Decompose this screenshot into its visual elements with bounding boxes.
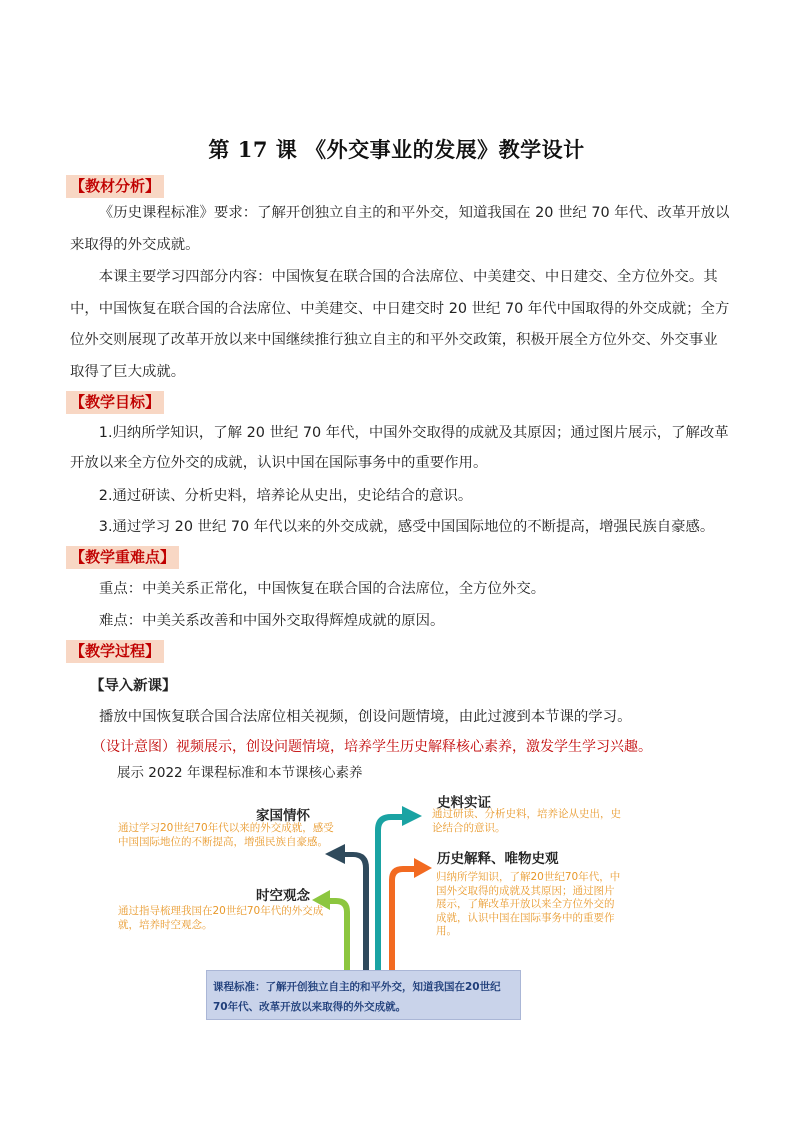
diagram-heading-historical-evidence: 史料实证 [437, 795, 491, 811]
curriculum-standard-box: 课程标准：了解开创独立自主的和平外交，知道我国在20世纪70年代、改革开放以来取得的外交成就。 [206, 970, 521, 1020]
goal-item-3: 3.通过学习 20 世纪 70 年代以来的外交成就，感受中国国际地位的不断提高，增强民族自豪感。 [98, 519, 715, 535]
diagram-desc-family-country: 通过学习20世纪70年代以来的外交成就，感受中国国际地位的不断提高，增强民族自豪感。 [118, 822, 334, 848]
goal-item-1: 1.归纳所学知识，了解 20 世纪 70 年代，中国外交取得的成就及其原因；通过图片展示，了解改革开放以来全方位外交的成就，认识中国在国际事务中的重要作用。 [70, 425, 729, 471]
display-text: 展示 2022 年课程标准和本节课核心素养 [117, 765, 363, 781]
page-title: 第 17 课 《外交事业的发展》教学设计 [208, 137, 585, 162]
design-intent: （设计意图）视频展示，创设问题情境，培养学生历史解释核心素养，激发学生学习兴趣。 [92, 739, 652, 755]
diagram-desc-time-space: 通过指导梳理我国在20世纪70年代的外交成就，培养时空观念。 [118, 905, 324, 931]
section-heading-materials: 【教材分析】 [66, 175, 164, 198]
arrow-time-space [312, 890, 350, 975]
diagram-heading-time-space: 时空观念 [256, 888, 310, 904]
intro-title: 【导入新课】 [90, 678, 177, 694]
core-literacy-diagram [0, 780, 793, 980]
diagram-heading-historical-interpretation: 历史解释、唯物史观 [437, 851, 559, 867]
goal-item-2: 2.通过研读、分析史料，培养论从史出，史论结合的意识。 [98, 488, 473, 504]
section-heading-keypoints: 【教学重难点】 [66, 546, 179, 569]
arrow-historical-evidence [375, 806, 422, 975]
diagram-desc-historical-evidence: 通过研读、分析史料，培养论从史出，史论结合的意识。 [432, 808, 621, 834]
diagram-desc-historical-interpretation: 归纳所学知识，了解20世纪70年代，中国外交取得的成就及其原因；通过图片展示，了解改革开放以来全方位外交的成就，认识中国在国际事务中的重要作用。 [436, 871, 621, 937]
key-point: 重点：中美关系正常化，中国恢复在联合国的合法席位，全方位外交。 [99, 581, 546, 597]
intro-text: 播放中国恢复联合国合法席位相关视频，创设问题情境，由此过渡到本节课的学习。 [99, 709, 632, 725]
diagram-heading-family-country: 家国情怀 [256, 808, 310, 824]
arrow-historical-interpretation [389, 858, 432, 975]
difficult-point: 难点：中美关系改善和中国外交取得辉煌成就的原因。 [99, 613, 445, 629]
materials-paragraph-1: 《历史课程标准》要求：了解开创独立自主的和平外交，知道我国在 20 世纪 70 年代、改革开放以来取得的外交成就。 [70, 205, 730, 253]
section-heading-process: 【教学过程】 [66, 640, 164, 663]
section-heading-goals: 【教学目标】 [66, 391, 164, 414]
materials-paragraph-2: 本课主要学习四部分内容：中国恢复在联合国的合法席位、中美建交、中日建交、全方位外交。其中，中国恢复在联合国的合法席位、中美建交、中日建交时 20 世纪 70 年代中国取得的外交成就；全方位外交则展现了改革开放以来中国继续推行独立自主的和平外交政策，积极开展全方位外交、外交事业取得了巨大成就。 [70, 269, 730, 380]
